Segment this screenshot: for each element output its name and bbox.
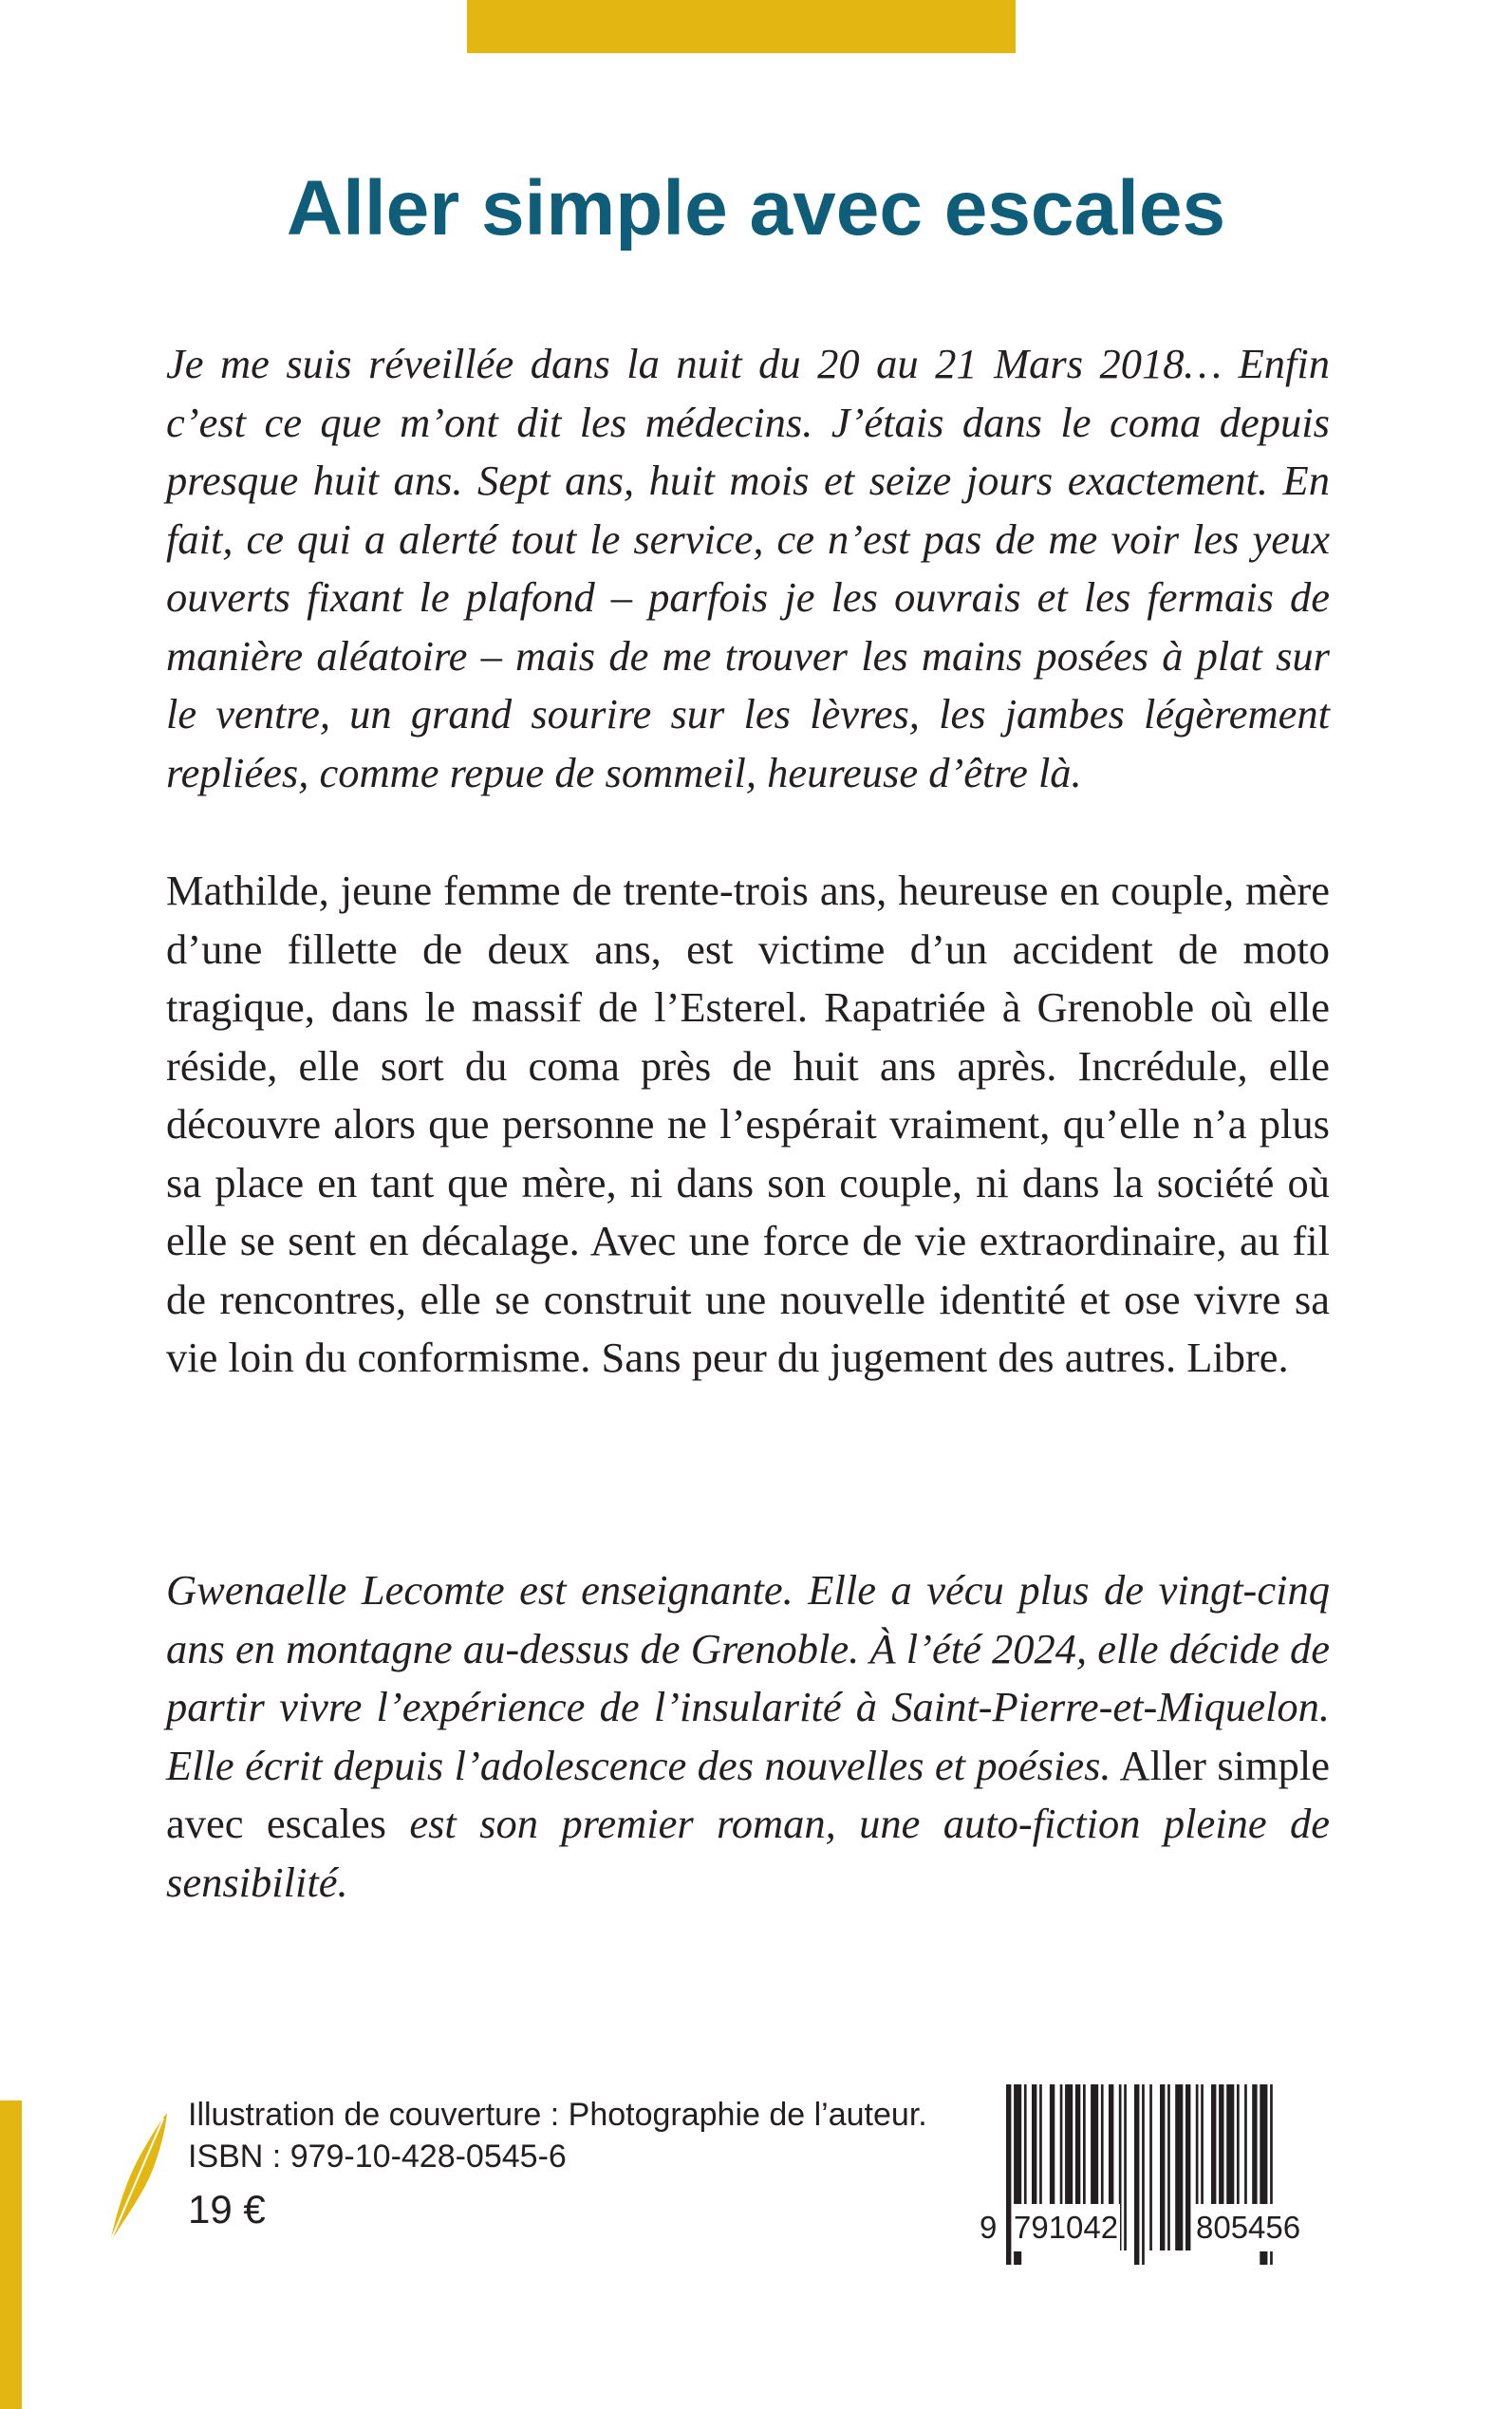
excerpt-paragraph: Je me suis réveillée dans la nuit du 20 au 21 Mars 2018… Enfin c’est ce que m’ont dit les médecins. J’étais dans le coma depuis presque huit ans. Sept ans, huit mois et seize jours exactement. En fait, ce qui a alerté tout le service, ce n’est pas de me voir les yeux ouverts fixant le plafond – parfois je les ouvrais et les fermais de manière aléatoire – mais de me trouver les mains posées à plat sur le ventre, un grand sourire sur les lèvres, les jambes légèrement repliées, comme repue de sommeil, heureuse d’être là. (166, 340, 1330, 796)
barcode-group-2: 805456 (1194, 2204, 1302, 2251)
feather-icon (103, 2111, 171, 2244)
summary-paragraph: Mathilde, jeune femme de trente-trois ans, heureuse en couple, mère d’une fillette de deux ans, est victime d’un accident de moto tragique, dans le massif de l’Esterel. Rapatriée à Grenoble où elle réside, elle sort du coma près de huit ans après. Incrédule, elle découvre alors que personne ne l’espérait vraiment, qu’elle n’a plus sa place en tant que mère, ni dans son couple, ni dans la société où elle se sent en décalage. Avec une force de vie extraordinaire, au fil de rencontres, elle se construit une nouvelle identité et ose vivre sa vie loin du conformisme. Sans peur du jugement des autres. Libre. (166, 867, 1330, 1381)
barcode-group-1: 791042 (1012, 2204, 1120, 2251)
illustration-credit: Illustration de couverture : Photographie de l’auteur. (188, 2097, 927, 2133)
book-title: Aller simple avec escales (286, 165, 1226, 252)
left-accent-bar (0, 2101, 22, 2409)
bio-text-part2: est son premier roman, une auto-fiction pleine de sensibilité. (166, 1800, 1330, 1906)
bio-book-title: Aller simple avec escales (166, 1741, 1331, 1847)
bio-text-part1: Gwenaelle Lecomte est enseignante. Elle a vécu plus de vingt-cinq ans en montagne au-dessus de Grenoble. À l’été 2024, elle décide de partir vivre l’expérience de l’insularité à Saint-Pierre-et-Miquelon. Elle écrit depuis l’adolescence des nouvelles et poésies. (166, 1566, 1330, 1789)
barcode-digits (978, 2204, 1338, 2251)
isbn: ISBN : 979-10-428-0545-6 (188, 2138, 567, 2175)
price: 19 € (188, 2187, 266, 2232)
author-bio (166, 1561, 1330, 1912)
publication-info (188, 2094, 927, 2238)
top-accent-bar (467, 0, 1016, 53)
barcode-lead-digit: 9 (978, 2204, 999, 2251)
